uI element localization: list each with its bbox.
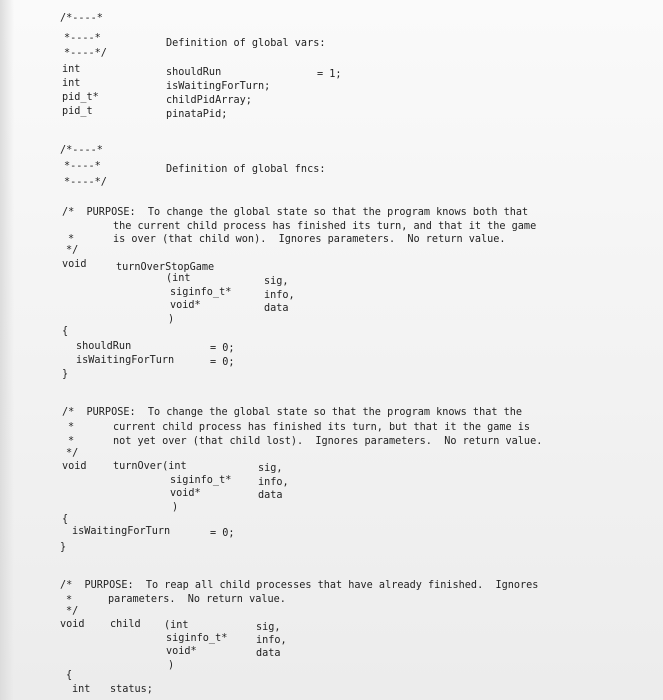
code-line: int [62, 64, 81, 75]
code-line: childPidArray; [166, 95, 252, 106]
code-line: siginfo_t* [170, 475, 232, 486]
code-line: void* [170, 300, 201, 311]
code-line: *----* [64, 161, 101, 172]
code-line: * [68, 422, 75, 433]
code-line: isWaitingForTurn; [166, 81, 271, 92]
code-line: /* PURPOSE: To reap all child processes that have already finished. Ignores [60, 580, 539, 591]
code-line: int [72, 684, 91, 695]
code-line: turnOver(int [113, 461, 187, 472]
code-line: void [62, 461, 87, 472]
code-line: *----* [64, 33, 101, 44]
code-line: * [66, 595, 73, 606]
code-line: void* [170, 488, 201, 499]
code-line: shouldRun [76, 341, 132, 352]
code-line: data [264, 303, 289, 314]
code-line: sig, [258, 463, 283, 474]
code-line: pid_t [62, 106, 93, 117]
code-line: ) [172, 502, 179, 513]
code-line: parameters. No return value. [108, 594, 286, 605]
code-line: /*----* [60, 13, 103, 24]
code-line: */ [66, 448, 79, 459]
code-line: is over (that child won). Ignores parameters. No return value. [113, 234, 506, 245]
code-line: * [68, 234, 75, 245]
code-line: void [60, 619, 85, 630]
code-line: } [60, 542, 67, 553]
code-line: /* PURPOSE: To change the global state so that the program knows both that [62, 207, 529, 218]
page-edge-shadow [0, 0, 14, 700]
code-line: current child process has finished its turn, but that it the game is [113, 422, 531, 433]
code-line: shouldRun [166, 67, 222, 78]
code-line: pid_t* [62, 92, 99, 103]
code-line: = 0; [210, 343, 235, 354]
code-line: = 0; [210, 528, 235, 539]
code-line: sig, [264, 276, 289, 287]
code-line: = 1; [317, 69, 342, 80]
code-line: isWaitingForTurn [76, 355, 175, 366]
code-line: not yet over (that child lost). Ignores parameters. No return value. [113, 436, 543, 447]
code-line: /* PURPOSE: To change the global state so that the program knows that the [62, 407, 523, 418]
code-line: *----*/ [64, 177, 107, 188]
code-line: { [62, 514, 69, 525]
code-line: * [68, 436, 75, 447]
code-line: turnOverStopGame [116, 262, 215, 273]
code-line: */ [66, 606, 79, 617]
code-line: { [66, 670, 73, 681]
code-line: child [110, 619, 141, 630]
code-line: } [62, 369, 69, 380]
code-line: data [258, 490, 283, 501]
code-line: pinataPid; [166, 109, 228, 120]
code-line: info, [258, 477, 289, 488]
code-line: status; [110, 684, 153, 695]
code-line: the current child process has finished its turn, and that it the game [113, 221, 537, 232]
code-line: info, [256, 635, 287, 646]
code-line: /*----* [60, 145, 103, 156]
code-line: int [62, 78, 81, 89]
code-line: info, [264, 290, 295, 301]
code-line: Definition of global fncs: [166, 164, 326, 175]
code-line: */ [66, 245, 79, 256]
code-line: = 0; [210, 357, 235, 368]
code-line: sig, [256, 622, 281, 633]
code-line: data [256, 648, 281, 659]
code-line: void* [166, 646, 197, 657]
code-line: isWaitingForTurn [72, 526, 171, 537]
code-line: siginfo_t* [166, 633, 228, 644]
code-line: void [62, 259, 87, 270]
code-line: ) [168, 660, 175, 671]
code-line: Definition of global vars: [166, 38, 326, 49]
code-line: *----*/ [64, 48, 107, 59]
code-line: siginfo_t* [170, 287, 232, 298]
code-line: { [62, 326, 69, 337]
code-line: (int [166, 273, 191, 284]
code-line: ) [168, 314, 175, 325]
code-line: (int [164, 620, 189, 631]
